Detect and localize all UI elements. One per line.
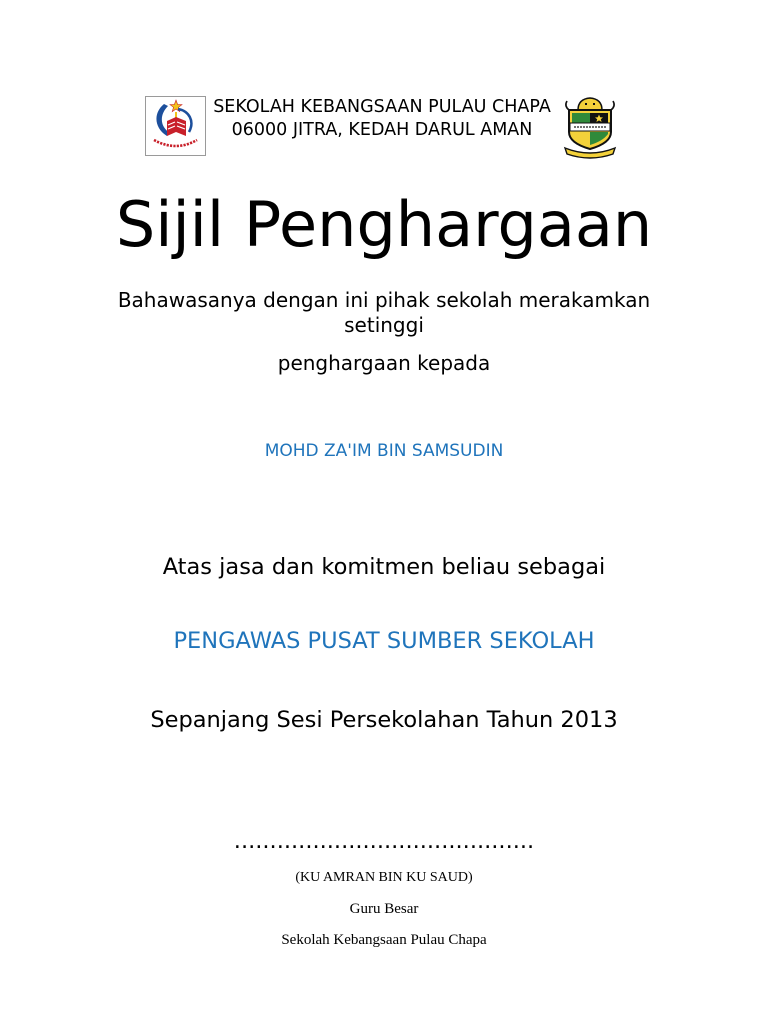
recipient-role: PENGAWAS PUSAT SUMBER SEKOLAH: [173, 628, 595, 654]
school-address: 06000 JITRA, KEDAH DARUL AMAN: [231, 119, 533, 140]
certificate-title: Sijil Penghargaan: [115, 188, 653, 261]
award-reason: Atas jasa dan komitmen beliau sebagai: [162, 554, 606, 580]
award-period: Sepanjang Sesi Persekolahan Tahun 2013: [150, 707, 618, 733]
school-name: SEKOLAH KEBANGSAAN PULAU CHAPA: [213, 96, 551, 117]
school-crest-graphic: [561, 96, 619, 159]
school-crest-logo: [561, 96, 619, 159]
certificate-statement: Bahawasanya dengan ini pihak sekolah merakamkan setinggi: [117, 287, 651, 337]
certificate-statement-continued: penghargaan kepada: [277, 350, 491, 375]
recipient-name: MOHD ZA'IM BIN SAMSUDIN: [264, 441, 504, 461]
signatory-title: Guru Besar: [349, 900, 419, 917]
signatory-school: Sekolah Kebangsaan Pulau Chapa: [281, 931, 487, 948]
school-header: [0, 96, 764, 142]
signature-line: ..........................................: [233, 828, 535, 854]
signatory-name: (KU AMRAN BIN KU SAUD): [295, 870, 473, 885]
